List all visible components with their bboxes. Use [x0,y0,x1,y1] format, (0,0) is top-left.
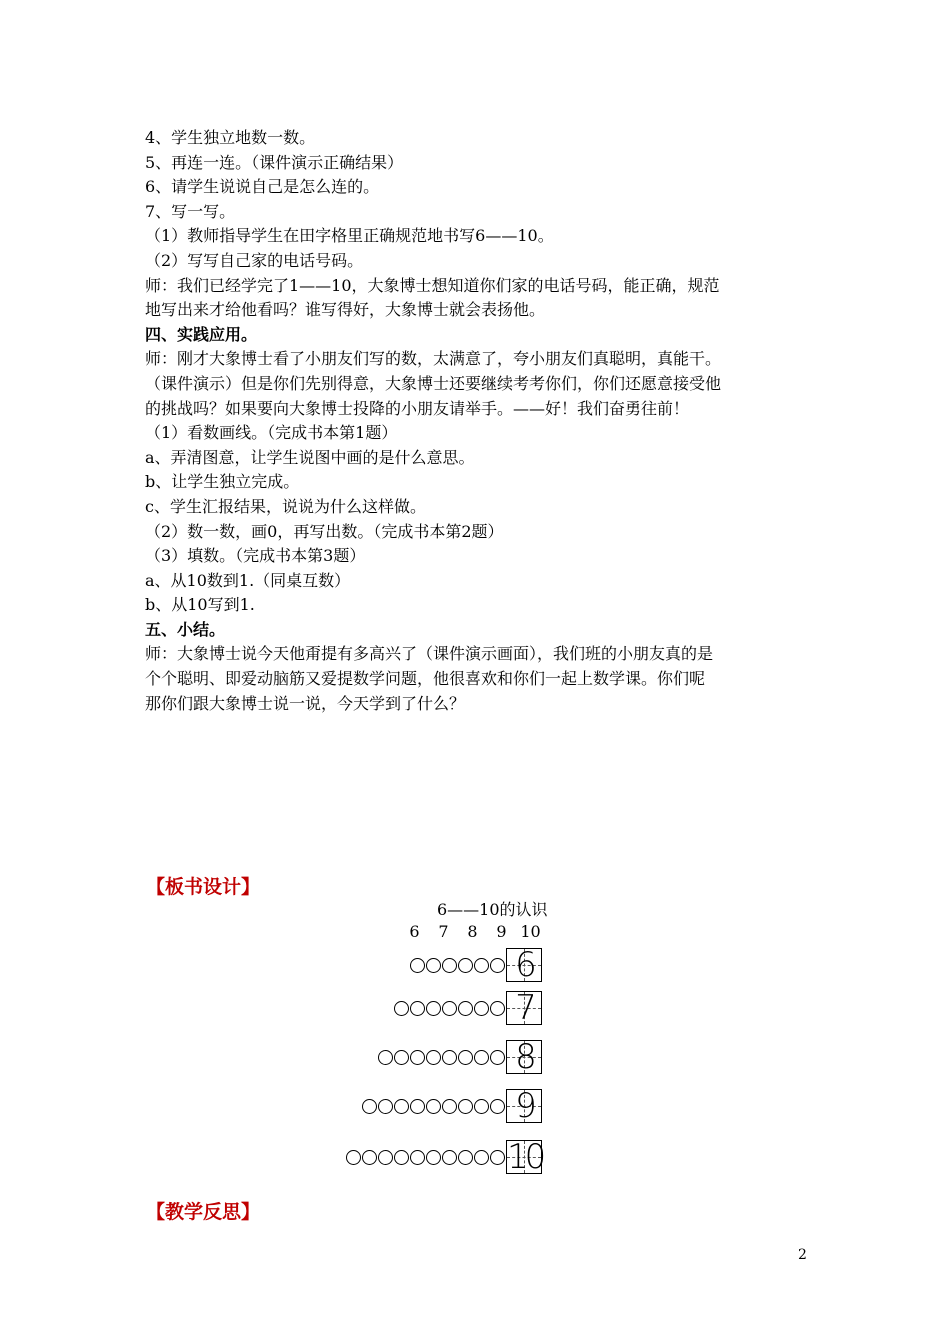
board-row-8 [378,1037,542,1077]
board-digit: 6 [409,922,420,941]
board-digit: 10 [520,922,541,941]
counting-circle [394,1050,409,1065]
text-line: a、弄清图意，让学生说图中画的是什么意思。 [145,447,475,467]
board-digit: 9 [496,922,507,941]
text-line: （2）写写自己家的电话号码。 [145,250,364,270]
counting-circle [458,1001,473,1016]
counting-circle [378,1050,393,1065]
counting-circle [410,1099,425,1114]
counting-circle [442,1099,457,1114]
tianzige-box [506,1086,542,1126]
counting-circle [346,1150,361,1165]
counting-circle [490,1150,505,1165]
board-row-7 [394,988,542,1028]
text-line: （1）看数画线。（完成书本第1题） [145,423,398,443]
counting-circle [458,1050,473,1065]
counting-circle [362,1099,377,1114]
counting-circle [490,1050,505,1065]
text-line: b、让学生独立完成。 [145,472,300,492]
tianzige-numeral: 7 [515,988,533,1028]
board-row-9 [362,1086,542,1126]
text-line: 师：大象博士说今天他甭提有多高兴了（课件演示画面），我们班的小朋友真的是 [145,644,714,664]
text-line: 个个聪明、即爱动脑筋又爱提数学问题，他很喜欢和你们一起上数学课。你们呢 [145,669,706,689]
counting-circle [458,1150,473,1165]
counting-circle [410,1001,425,1016]
counting-circle [426,1150,441,1165]
counting-circle [442,1001,457,1016]
tianzige-box [506,1037,542,1077]
circle-group [394,1001,505,1016]
text-line: 7、写一写。 [145,201,236,221]
text-line: a、从10数到1.（同桌互数） [145,570,351,590]
counting-circle [442,1150,457,1165]
teaching-reflection-heading: 【教学反思】 [146,1201,261,1223]
counting-circle [474,1050,489,1065]
text-line: b、从10写到1. [145,595,255,615]
circle-group [362,1099,505,1114]
counting-circle [458,958,473,973]
tianzige-numeral: 9 [515,1086,533,1126]
counting-circle [378,1099,393,1114]
counting-circle [426,1001,441,1016]
counting-circle [410,1050,425,1065]
page-number: 2 [798,1247,807,1263]
counting-circle [442,958,457,973]
board-digit: 8 [467,922,478,941]
counting-circle [394,1099,409,1114]
text-line: （课件演示）但是你们先别得意，大象博士还要继续考考你们，你们还愿意接受他 [145,373,722,393]
board-row-6 [410,945,542,985]
text-line: 师：刚才大象博士看了小朋友们写的数，太满意了，夸小朋友们真聪明，真能干。 [145,349,722,369]
board-row-10 [346,1137,543,1177]
tianzige-box [506,945,542,985]
counting-circle [426,958,441,973]
text-line: （2）数一数，画0，再写出数。（完成书本第2题） [145,521,504,541]
circle-group [410,958,505,973]
board-design-heading: 【板书设计】 [146,876,261,898]
text-line: 5、再连一连。（课件演示正确结果） [145,152,404,172]
counting-circle [490,1001,505,1016]
text-line: c、学生汇报结果，说说为什么这样做。 [145,496,426,516]
counting-circle [394,1001,409,1016]
text-line: （3）填数。（完成书本第3题） [145,546,366,566]
counting-circle [410,958,425,973]
counting-circle [442,1050,457,1065]
tianzige-numeral: 8 [515,1037,533,1077]
counting-circle [474,1099,489,1114]
counting-circle [490,958,505,973]
counting-circle [474,1001,489,1016]
counting-circle [410,1150,425,1165]
text-line: 6、请学生说说自己是怎么连的。 [145,177,380,197]
text-line: 那你们跟大象博士说一说，今天学到了什么？ [145,693,466,713]
counting-circle [490,1099,505,1114]
circle-group [346,1150,505,1165]
tianzige-box [506,1137,543,1177]
section-heading: 五、小结。 [145,619,226,639]
counting-circle [426,1050,441,1065]
counting-circle [474,1150,489,1165]
counting-circle [362,1150,377,1165]
section-heading: 四、实践应用。 [145,324,258,344]
text-line: 的挑战吗？如果要向大象博士投降的小朋友请举手。——好！我们奋勇往前！ [145,398,690,418]
board-title: 6——10的认识 [437,900,548,919]
counting-circle [458,1099,473,1114]
tianzige-numeral: 10 [507,1137,543,1177]
board-digit: 7 [438,922,449,941]
counting-circle [378,1150,393,1165]
text-line: 师：我们已经学完了1——10，大象博士想知道你们家的电话号码，能正确，规范 [145,275,720,295]
counting-circle [474,958,489,973]
counting-circle [426,1099,441,1114]
tianzige-box [506,988,542,1028]
board-digits [400,922,545,941]
text-line: 4、学生独立地数一数。 [145,128,316,147]
tianzige-numeral: 6 [515,945,533,985]
text-line: （1）教师指导学生在田字格里正确规范地书写6——10。 [145,226,554,246]
circle-group [378,1050,505,1065]
text-line: 地写出来才给他看吗？谁写得好，大象博士就会表扬他。 [145,300,546,320]
counting-circle [394,1150,409,1165]
lesson-body [145,126,815,716]
